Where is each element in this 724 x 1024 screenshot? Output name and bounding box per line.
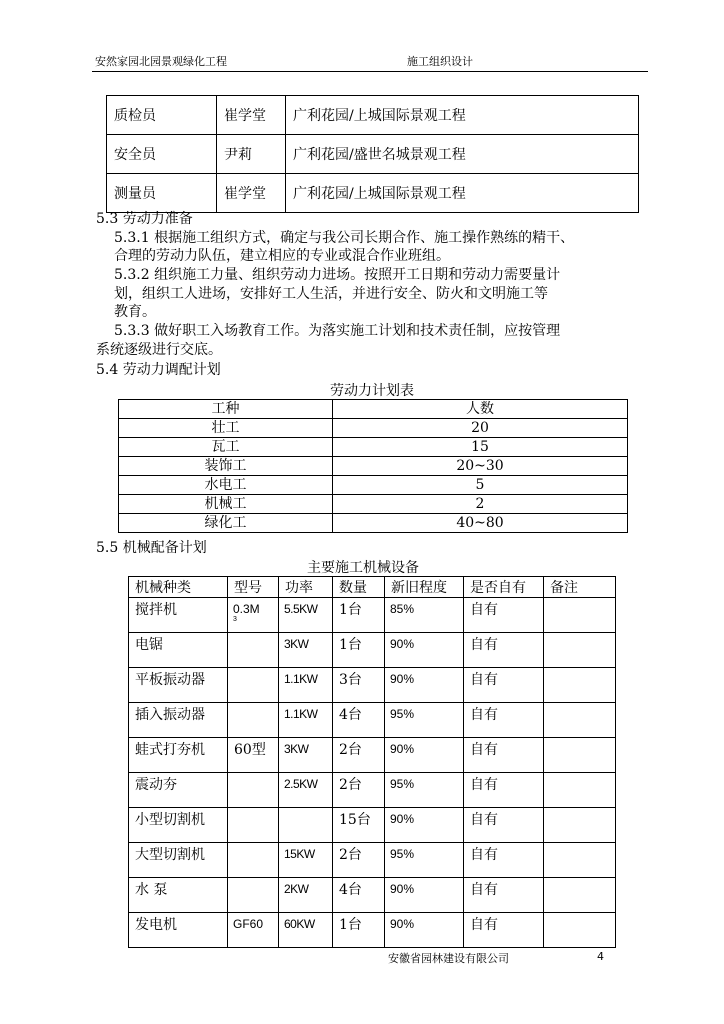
table-header-row xyxy=(119,400,628,419)
mach-type: 水 泵 xyxy=(129,878,228,913)
section-53-title: 5.3 劳动力准备 xyxy=(96,211,193,227)
page-number: 4 xyxy=(597,950,604,963)
para-533-line2: 系统逐级进行交底。 xyxy=(96,342,222,358)
mach-power: 2KW xyxy=(279,878,333,913)
labor-count: 15 xyxy=(333,438,628,457)
staff-project: 广利花园/上城国际景观工程 xyxy=(286,174,639,213)
table-row xyxy=(129,808,616,843)
mach-model: GF60 xyxy=(228,913,279,948)
para-533-line1: 5.3.3 做好职工入场教育工作。为落实施工计划和技术责任制，应按管理 xyxy=(114,323,561,339)
staff-table xyxy=(106,95,639,213)
table-row xyxy=(129,878,616,913)
labor-table-caption: 劳动力计划表 xyxy=(330,383,414,399)
labor-count: 20~30 xyxy=(333,457,628,476)
mach-model xyxy=(228,598,279,633)
mach-header-type: 机械种类 xyxy=(129,577,228,598)
mach-qty: 1台 xyxy=(333,633,385,668)
mach-power xyxy=(279,808,333,843)
mach-qty: 15台 xyxy=(333,808,385,843)
mach-header-qty: 数量 xyxy=(333,577,385,598)
mach-model-superscript: 3 xyxy=(233,616,237,623)
staff-project: 广利花园/上城国际景观工程 xyxy=(286,96,639,135)
mach-notes xyxy=(544,773,616,808)
mach-model xyxy=(228,703,279,738)
mach-power: 60KW xyxy=(279,913,333,948)
mach-power: 3KW xyxy=(279,738,333,773)
mach-qty: 1台 xyxy=(333,913,385,948)
mach-model xyxy=(228,808,279,843)
mach-qty: 2台 xyxy=(333,773,385,808)
table-row xyxy=(107,135,639,174)
labor-table xyxy=(118,399,628,533)
section-55-title: 5.5 机械配备计划 xyxy=(96,540,207,556)
mach-type: 震动夯 xyxy=(129,773,228,808)
table-row xyxy=(119,514,628,533)
mach-model xyxy=(228,878,279,913)
mach-owned: 自有 xyxy=(464,633,544,668)
mach-type: 搅拌机 xyxy=(129,598,228,633)
labor-header-type: 工种 xyxy=(119,400,333,419)
labor-type: 瓦工 xyxy=(119,438,333,457)
mach-header-notes: 备注 xyxy=(544,577,616,598)
labor-count: 5 xyxy=(333,476,628,495)
labor-count: 2 xyxy=(333,495,628,514)
mach-notes xyxy=(544,598,616,633)
staff-role: 安全员 xyxy=(107,135,217,174)
mach-power: 2.5KW xyxy=(279,773,333,808)
table-row xyxy=(129,843,616,878)
labor-header-count: 人数 xyxy=(333,400,628,419)
mach-owned: 自有 xyxy=(464,738,544,773)
mach-model xyxy=(228,773,279,808)
table-row xyxy=(129,773,616,808)
staff-name: 崔学堂 xyxy=(217,174,286,213)
mach-power: 15KW xyxy=(279,843,333,878)
mach-type: 蛙式打夯机 xyxy=(129,738,228,773)
machinery-table-caption: 主要施工机械设备 xyxy=(307,560,419,576)
mach-notes xyxy=(544,808,616,843)
footer-company: 安徽省园林建设有限公司 xyxy=(388,952,509,965)
mach-type: 插入振动器 xyxy=(129,703,228,738)
mach-power: 5.5KW xyxy=(279,598,333,633)
mach-type: 发电机 xyxy=(129,913,228,948)
mach-model xyxy=(228,668,279,703)
table-row xyxy=(119,476,628,495)
labor-type: 水电工 xyxy=(119,476,333,495)
mach-condition: 90% xyxy=(385,913,464,948)
labor-type: 装饰工 xyxy=(119,457,333,476)
mach-notes xyxy=(544,703,616,738)
staff-role: 质检员 xyxy=(107,96,217,135)
mach-model-value: 0.3M xyxy=(233,602,260,616)
para-531-line2: 合理的劳动力队伍，建立相应的专业或混合作业班组。 xyxy=(114,248,450,264)
labor-type: 壮工 xyxy=(119,419,333,438)
table-row xyxy=(119,419,628,438)
mach-condition: 95% xyxy=(385,773,464,808)
mach-condition: 95% xyxy=(385,843,464,878)
labor-count: 40~80 xyxy=(333,514,628,533)
table-row xyxy=(129,703,616,738)
mach-owned: 自有 xyxy=(464,773,544,808)
table-row xyxy=(119,457,628,476)
table-row xyxy=(129,913,616,948)
table-row xyxy=(119,495,628,514)
mach-notes xyxy=(544,913,616,948)
mach-type: 电锯 xyxy=(129,633,228,668)
header-doc-title: 施工组织设计 xyxy=(407,55,473,68)
mach-header-condition: 新旧程度 xyxy=(385,577,464,598)
staff-project: 广利花园/盛世名城景观工程 xyxy=(286,135,639,174)
mach-qty: 4台 xyxy=(333,878,385,913)
labor-type: 绿化工 xyxy=(119,514,333,533)
mach-header-model: 型号 xyxy=(228,577,279,598)
para-531-line1: 5.3.1 根据施工组织方式，确定与我公司长期合作、施工操作熟练的精干、 xyxy=(114,230,575,246)
mach-qty: 1台 xyxy=(333,598,385,633)
mach-owned: 自有 xyxy=(464,598,544,633)
header-rule xyxy=(92,71,648,72)
mach-power: 1.1KW xyxy=(279,668,333,703)
mach-power: 1.1KW xyxy=(279,703,333,738)
mach-qty: 2台 xyxy=(333,738,385,773)
table-row xyxy=(129,633,616,668)
mach-header-owned: 是否自有 xyxy=(464,577,544,598)
mach-notes xyxy=(544,843,616,878)
mach-type: 小型切割机 xyxy=(129,808,228,843)
table-row xyxy=(107,96,639,135)
para-532-line1: 5.3.2 组织施工力量、组织劳动力进场。按照开工日期和劳动力需要量计 xyxy=(114,267,561,283)
mach-notes xyxy=(544,668,616,703)
mach-owned: 自有 xyxy=(464,668,544,703)
staff-role: 测量员 xyxy=(107,174,217,213)
table-row xyxy=(119,438,628,457)
mach-condition: 95% xyxy=(385,703,464,738)
mach-condition: 85% xyxy=(385,598,464,633)
mach-owned: 自有 xyxy=(464,843,544,878)
table-row xyxy=(107,174,639,213)
mach-condition: 90% xyxy=(385,878,464,913)
mach-condition: 90% xyxy=(385,633,464,668)
mach-power: 3KW xyxy=(279,633,333,668)
table-header-row xyxy=(129,577,616,598)
mach-notes xyxy=(544,738,616,773)
mach-condition: 90% xyxy=(385,738,464,773)
table-row xyxy=(129,738,616,773)
mach-qty: 2台 xyxy=(333,843,385,878)
mach-type: 平板振动器 xyxy=(129,668,228,703)
header-project-title: 安然家园北园景观绿化工程 xyxy=(95,55,227,68)
machinery-table xyxy=(128,576,616,948)
mach-owned: 自有 xyxy=(464,913,544,948)
mach-condition: 90% xyxy=(385,808,464,843)
para-532-line3: 教育。 xyxy=(114,304,156,320)
mach-notes xyxy=(544,878,616,913)
mach-owned: 自有 xyxy=(464,878,544,913)
labor-type: 机械工 xyxy=(119,495,333,514)
mach-qty: 3台 xyxy=(333,668,385,703)
mach-condition: 90% xyxy=(385,668,464,703)
mach-model xyxy=(228,843,279,878)
table-row xyxy=(129,668,616,703)
mach-owned: 自有 xyxy=(464,808,544,843)
mach-type: 大型切割机 xyxy=(129,843,228,878)
mach-model xyxy=(228,633,279,668)
table-row xyxy=(129,598,616,633)
staff-name: 崔学堂 xyxy=(217,96,286,135)
mach-header-power: 功率 xyxy=(279,577,333,598)
mach-notes xyxy=(544,633,616,668)
para-532-line2: 划，组织工人进场，安排好工人生活，并进行安全、防火和文明施工等 xyxy=(114,286,548,302)
mach-model: 60型 xyxy=(228,738,279,773)
staff-name: 尹莉 xyxy=(217,135,286,174)
mach-qty: 4台 xyxy=(333,703,385,738)
labor-count: 20 xyxy=(333,419,628,438)
mach-owned: 自有 xyxy=(464,703,544,738)
section-54-title: 5.4 劳动力调配计划 xyxy=(96,362,221,378)
